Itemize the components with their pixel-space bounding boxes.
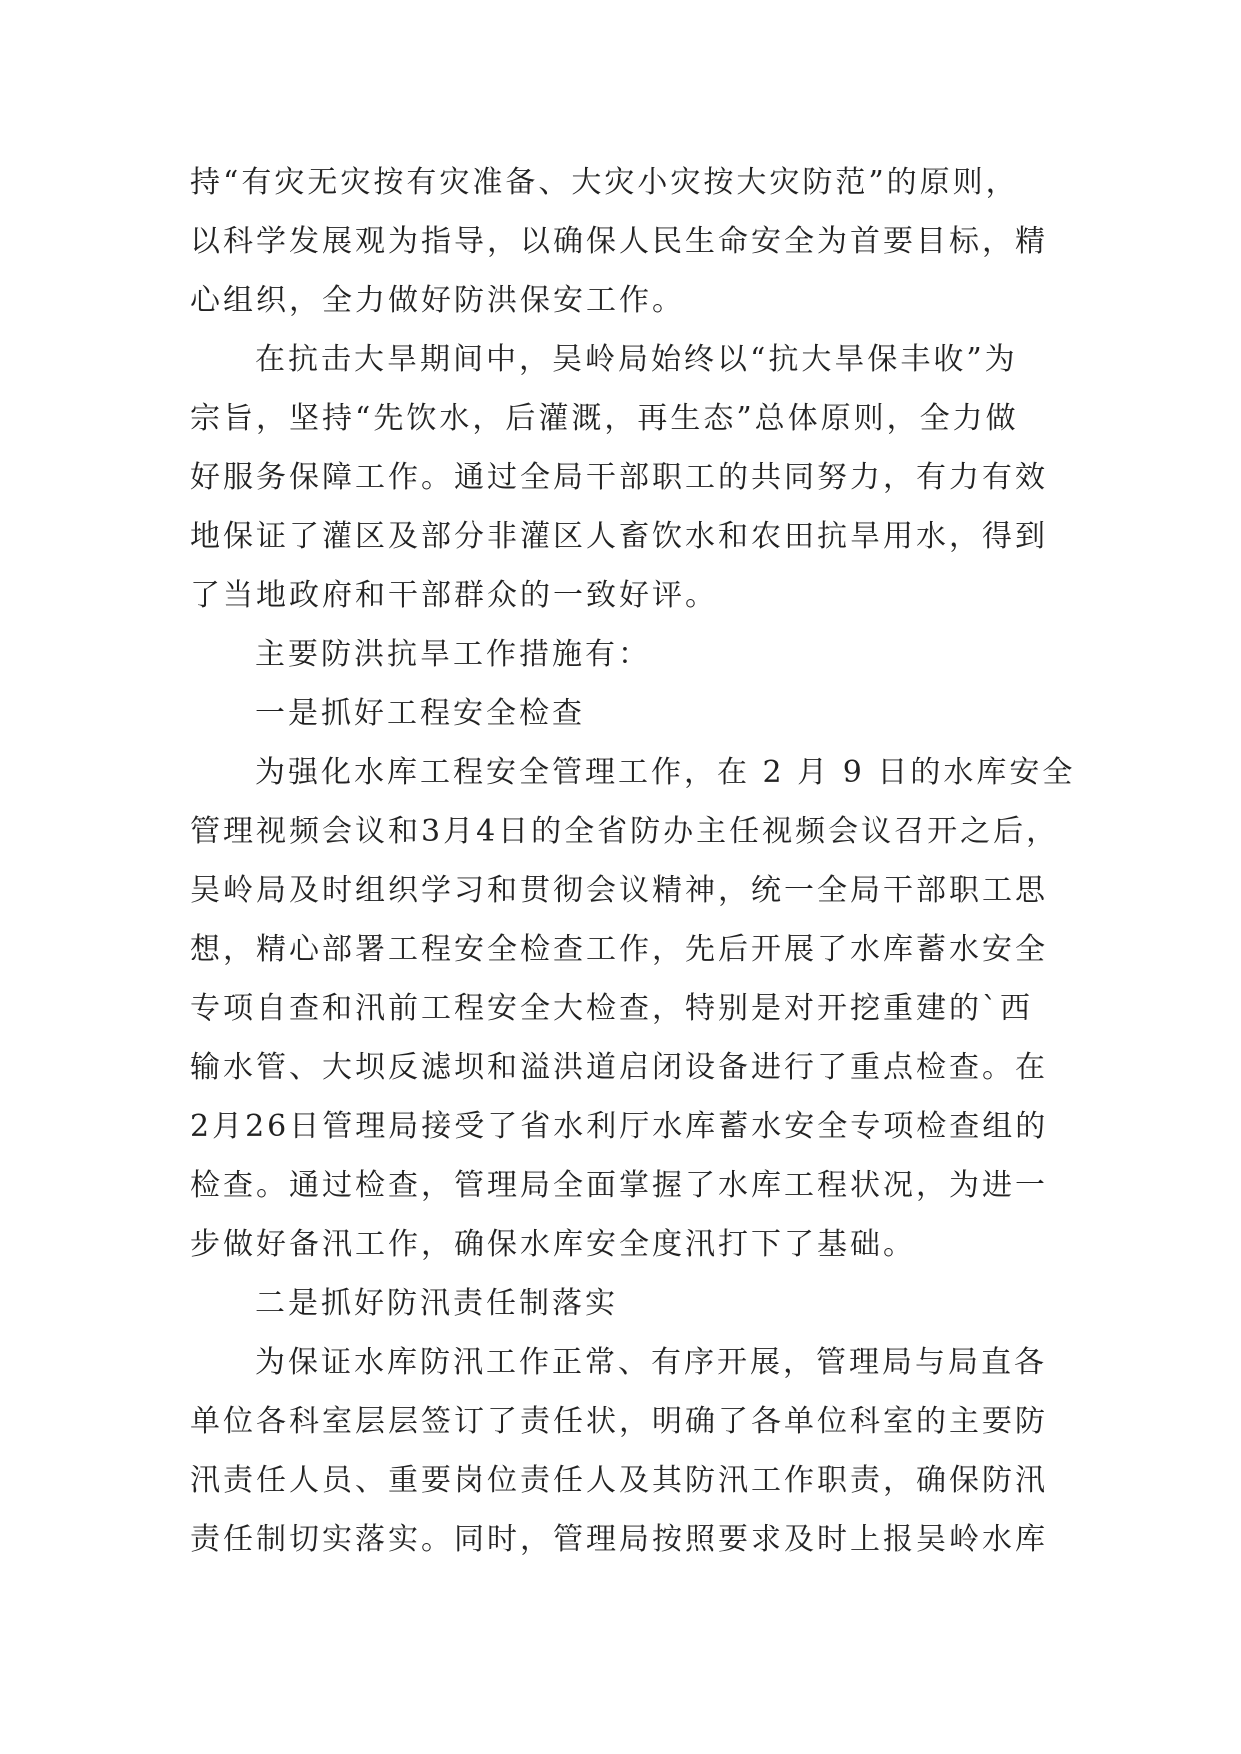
text-line: 单位各科室层层签订了责任状，明确了各单位科室的主要防 (190, 1404, 1048, 1439)
paragraph-first-line: 在抗击大旱期间中，吴岭局始终以“抗大旱保丰收”为 (255, 342, 1018, 377)
text-line: 管理视频会议和3月4日的全省防办主任视频会议召开之后， (190, 814, 1060, 849)
text-line: 想，精心部署工程安全检查工作，先后开展了水库蓄水安全 (190, 932, 1048, 967)
text-line: 以科学发展观为指导，以确保人民生命安全为首要目标，精 (190, 224, 1048, 259)
text-line: 步做好备汛工作，确保水库安全度汛打下了基础。 (190, 1227, 916, 1262)
text-line: 宗旨，坚持“先饮水，后灌溉，再生态”总体原则，全力做 (190, 401, 1019, 436)
text-line: 吴岭局及时组织学习和贯彻会议精神，统一全局干部职工思 (190, 873, 1048, 908)
paragraph-first-line: 为保证水库防汛工作正常、有序开展，管理局与局直各 (255, 1345, 1047, 1380)
paragraph-first-line: 为强化水库工程安全管理工作，在 2 月 9 日的水库安全 (255, 755, 1076, 790)
text-line: 2月26日管理局接受了省水利厅水库蓄水安全专项检查组的 (190, 1109, 1049, 1144)
text-line: 心组织，全力做好防洪保安工作。 (190, 283, 685, 318)
text-line: 输水管、大坝反滤坝和溢洪道启闭设备进行了重点检查。在 (190, 1050, 1048, 1085)
paragraph-first-line: 主要防洪抗旱工作措施有： (255, 637, 651, 672)
text-line: 专项自查和汛前工程安全大检查，特别是对开挖重建的`西 (190, 991, 1033, 1026)
text-line: 地保证了灌区及部分非灌区人畜饮水和农田抗旱用水，得到 (190, 519, 1048, 554)
text-line: 好服务保障工作。通过全局干部职工的共同努力，有力有效 (190, 460, 1048, 495)
text-line: 汛责任人员、重要岗位责任人及其防汛工作职责，确保防汛 (190, 1463, 1048, 1498)
section-heading-2: 二是抓好防汛责任制落实 (255, 1286, 618, 1321)
text-line: 持“有灾无灾按有灾准备、大灾小灾按大灾防范”的原则， (190, 165, 1019, 200)
text-line: 了当地政府和干部群众的一致好评。 (190, 578, 718, 613)
text-line: 责任制切实落实。同时，管理局按照要求及时上报吴岭水库 (190, 1522, 1048, 1557)
section-heading-1: 一是抓好工程安全检查 (255, 696, 585, 731)
text-line: 检查。通过检查，管理局全面掌握了水库工程状况，为进一 (190, 1168, 1048, 1203)
